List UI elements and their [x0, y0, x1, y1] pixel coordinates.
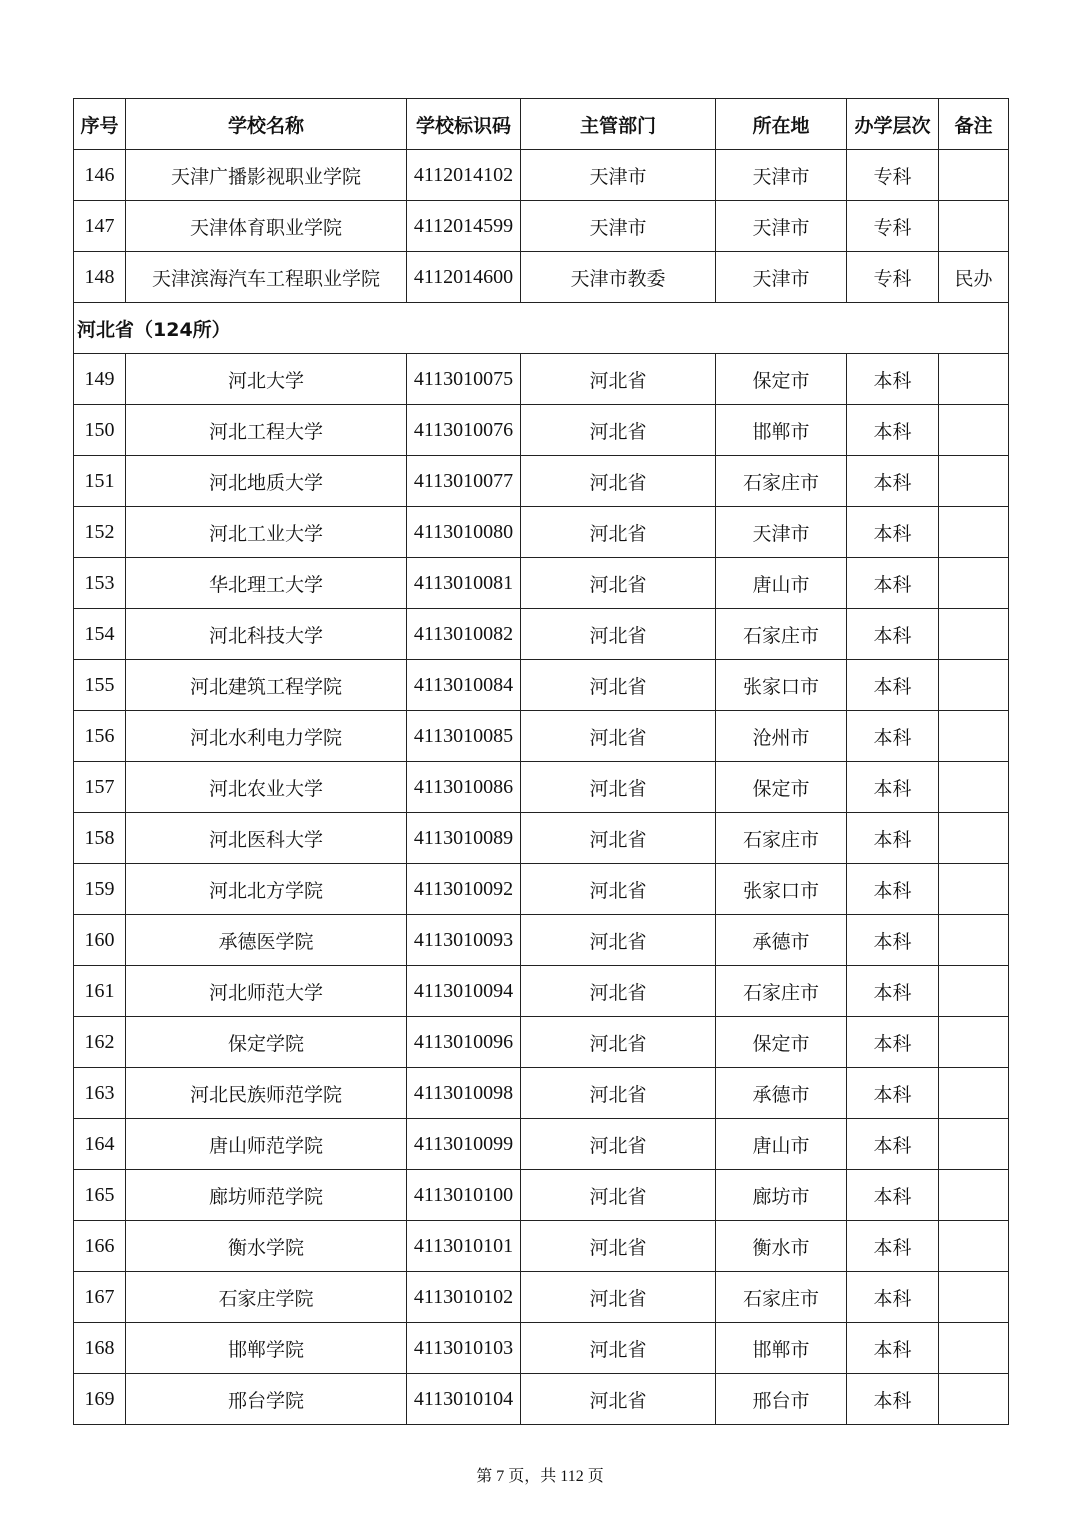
cell-note: [939, 405, 1009, 456]
table-row: [74, 609, 1009, 660]
cell-school-code: 4113010076: [407, 405, 521, 456]
header-level: 办学层次: [847, 99, 939, 150]
cell-seq: 152: [74, 507, 126, 558]
cell-location: 唐山市: [716, 1119, 847, 1170]
cell-department: 河北省: [521, 966, 716, 1017]
header-school-name: 学校名称: [126, 99, 407, 150]
cell-school-code: 4113010089: [407, 813, 521, 864]
cell-level: 本科: [847, 660, 939, 711]
cell-school-name: 河北医科大学: [126, 813, 407, 864]
cell-seq: 150: [74, 405, 126, 456]
table-row: [74, 252, 1009, 303]
cell-school-code: 4113010077: [407, 456, 521, 507]
cell-department: 天津市: [521, 201, 716, 252]
cell-department: 天津市教委: [521, 252, 716, 303]
table-row: [74, 1323, 1009, 1374]
cell-school-name: 河北师范大学: [126, 966, 407, 1017]
cell-level: 专科: [847, 150, 939, 201]
cell-note: [939, 711, 1009, 762]
cell-school-code: 4113010082: [407, 609, 521, 660]
cell-level: 本科: [847, 354, 939, 405]
cell-department: 河北省: [521, 660, 716, 711]
cell-school-code: 4112014102: [407, 150, 521, 201]
header-location: 所在地: [716, 99, 847, 150]
cell-department: 天津市: [521, 150, 716, 201]
table-row: [74, 507, 1009, 558]
cell-level: 本科: [847, 864, 939, 915]
cell-location: 沧州市: [716, 711, 847, 762]
cell-level: 本科: [847, 1272, 939, 1323]
table-row: [74, 1221, 1009, 1272]
cell-note: [939, 1323, 1009, 1374]
table-row: [74, 1272, 1009, 1323]
cell-school-code: 4113010081: [407, 558, 521, 609]
cell-school-name: 河北大学: [126, 354, 407, 405]
table-row: [74, 1170, 1009, 1221]
cell-note: [939, 150, 1009, 201]
cell-seq: 162: [74, 1017, 126, 1068]
cell-note: [939, 915, 1009, 966]
cell-level: 本科: [847, 1323, 939, 1374]
cell-note: [939, 660, 1009, 711]
cell-seq: 167: [74, 1272, 126, 1323]
cell-location: 天津市: [716, 252, 847, 303]
cell-school-code: 4113010084: [407, 660, 521, 711]
header-school-code: 学校标识码: [407, 99, 521, 150]
cell-school-name: 天津滨海汽车工程职业学院: [126, 252, 407, 303]
cell-note: [939, 1374, 1009, 1425]
cell-level: 本科: [847, 966, 939, 1017]
cell-seq: 149: [74, 354, 126, 405]
cell-department: 河北省: [521, 405, 716, 456]
table-row: [74, 864, 1009, 915]
cell-seq: 164: [74, 1119, 126, 1170]
cell-location: 石家庄市: [716, 813, 847, 864]
cell-school-code: 4113010096: [407, 1017, 521, 1068]
table-row: [74, 915, 1009, 966]
cell-note: [939, 558, 1009, 609]
cell-department: 河北省: [521, 1170, 716, 1221]
cell-note: [939, 456, 1009, 507]
page-footer: 第 7 页，共 112 页: [476, 1468, 604, 1485]
cell-level: 本科: [847, 1221, 939, 1272]
cell-level: 本科: [847, 405, 939, 456]
cell-seq: 160: [74, 915, 126, 966]
cell-school-name: 河北民族师范学院: [126, 1068, 407, 1119]
cell-school-name: 邯郸学院: [126, 1323, 407, 1374]
header-seq: 序号: [74, 99, 126, 150]
header-note: 备注: [939, 99, 1009, 150]
cell-school-code: 4113010093: [407, 915, 521, 966]
cell-school-name: 天津体育职业学院: [126, 201, 407, 252]
cell-level: 本科: [847, 507, 939, 558]
cell-school-code: 4113010102: [407, 1272, 521, 1323]
cell-seq: 157: [74, 762, 126, 813]
cell-school-code: 4113010092: [407, 864, 521, 915]
cell-seq: 154: [74, 609, 126, 660]
cell-school-name: 邢台学院: [126, 1374, 407, 1425]
cell-school-name: 河北科技大学: [126, 609, 407, 660]
cell-location: 邯郸市: [716, 1323, 847, 1374]
cell-school-name: 河北北方学院: [126, 864, 407, 915]
cell-department: 河北省: [521, 1017, 716, 1068]
table-row: [74, 201, 1009, 252]
cell-department: 河北省: [521, 864, 716, 915]
cell-note: [939, 507, 1009, 558]
cell-department: 河北省: [521, 354, 716, 405]
cell-level: 本科: [847, 558, 939, 609]
section-row: [74, 303, 1009, 354]
cell-location: 张家口市: [716, 660, 847, 711]
cell-school-name: 华北理工大学: [126, 558, 407, 609]
cell-level: 本科: [847, 762, 939, 813]
cell-note: 民办: [939, 252, 1009, 303]
table-row: [74, 1068, 1009, 1119]
cell-department: 河北省: [521, 915, 716, 966]
cell-location: 天津市: [716, 507, 847, 558]
universities-table: [73, 98, 1009, 1425]
cell-location: 张家口市: [716, 864, 847, 915]
cell-note: [939, 813, 1009, 864]
cell-school-code: 4113010094: [407, 966, 521, 1017]
cell-seq: 165: [74, 1170, 126, 1221]
table-row: [74, 660, 1009, 711]
cell-note: [939, 1017, 1009, 1068]
cell-school-name: 衡水学院: [126, 1221, 407, 1272]
cell-location: 石家庄市: [716, 609, 847, 660]
cell-school-name: 河北工程大学: [126, 405, 407, 456]
cell-location: 石家庄市: [716, 966, 847, 1017]
cell-department: 河北省: [521, 456, 716, 507]
table-row: [74, 456, 1009, 507]
cell-level: 本科: [847, 813, 939, 864]
table-row: [74, 966, 1009, 1017]
cell-note: [939, 1170, 1009, 1221]
cell-school-name: 河北水利电力学院: [126, 711, 407, 762]
cell-location: 石家庄市: [716, 1272, 847, 1323]
table-row: [74, 1119, 1009, 1170]
cell-location: 保定市: [716, 354, 847, 405]
cell-level: 本科: [847, 1374, 939, 1425]
cell-level: 本科: [847, 1170, 939, 1221]
cell-school-code: 4113010103: [407, 1323, 521, 1374]
cell-seq: 155: [74, 660, 126, 711]
cell-seq: 168: [74, 1323, 126, 1374]
cell-school-name: 保定学院: [126, 1017, 407, 1068]
cell-level: 本科: [847, 609, 939, 660]
table-row: [74, 150, 1009, 201]
cell-location: 邯郸市: [716, 405, 847, 456]
cell-location: 保定市: [716, 762, 847, 813]
cell-location: 保定市: [716, 1017, 847, 1068]
cell-note: [939, 1119, 1009, 1170]
cell-level: 本科: [847, 915, 939, 966]
cell-school-name: 河北农业大学: [126, 762, 407, 813]
cell-school-code: 4113010104: [407, 1374, 521, 1425]
cell-school-code: 4113010098: [407, 1068, 521, 1119]
cell-department: 河北省: [521, 1374, 716, 1425]
cell-level: 本科: [847, 711, 939, 762]
table-row: [74, 711, 1009, 762]
cell-department: 河北省: [521, 711, 716, 762]
cell-note: [939, 1221, 1009, 1272]
cell-school-name: 天津广播影视职业学院: [126, 150, 407, 201]
cell-level: 本科: [847, 1119, 939, 1170]
cell-location: 石家庄市: [716, 456, 847, 507]
cell-school-code: 4112014599: [407, 201, 521, 252]
section-hebei: [74, 303, 1009, 354]
cell-school-name: 承德医学院: [126, 915, 407, 966]
table-row: [74, 558, 1009, 609]
cell-school-code: 4113010099: [407, 1119, 521, 1170]
cell-location: 天津市: [716, 150, 847, 201]
cell-seq: 148: [74, 252, 126, 303]
cell-seq: 163: [74, 1068, 126, 1119]
cell-note: [939, 864, 1009, 915]
cell-school-code: 4113010101: [407, 1221, 521, 1272]
cell-seq: 169: [74, 1374, 126, 1425]
cell-seq: 156: [74, 711, 126, 762]
table-row: [74, 1017, 1009, 1068]
cell-department: 河北省: [521, 1068, 716, 1119]
cell-seq: 158: [74, 813, 126, 864]
cell-school-code: 4113010080: [407, 507, 521, 558]
cell-seq: 166: [74, 1221, 126, 1272]
cell-location: 承德市: [716, 1068, 847, 1119]
cell-location: 邢台市: [716, 1374, 847, 1425]
section-title: 河北省（124所）: [74, 303, 1009, 354]
cell-school-name: 石家庄学院: [126, 1272, 407, 1323]
cell-note: [939, 966, 1009, 1017]
cell-school-code: 4112014600: [407, 252, 521, 303]
cell-school-code: 4113010075: [407, 354, 521, 405]
cell-department: 河北省: [521, 1119, 716, 1170]
cell-department: 河北省: [521, 558, 716, 609]
cell-department: 河北省: [521, 813, 716, 864]
cell-level: 本科: [847, 456, 939, 507]
cell-school-name: 河北建筑工程学院: [126, 660, 407, 711]
table-body-hebei: [74, 354, 1009, 1425]
cell-level: 专科: [847, 252, 939, 303]
table-row: [74, 762, 1009, 813]
cell-level: 本科: [847, 1068, 939, 1119]
cell-school-code: 4113010100: [407, 1170, 521, 1221]
table-row: [74, 405, 1009, 456]
cell-school-name: 河北地质大学: [126, 456, 407, 507]
cell-location: 衡水市: [716, 1221, 847, 1272]
header-row: [74, 99, 1009, 150]
table-row: [74, 813, 1009, 864]
cell-seq: 146: [74, 150, 126, 201]
cell-school-code: 4113010086: [407, 762, 521, 813]
cell-seq: 153: [74, 558, 126, 609]
cell-department: 河北省: [521, 507, 716, 558]
cell-school-name: 廊坊师范学院: [126, 1170, 407, 1221]
table-row: [74, 354, 1009, 405]
cell-department: 河北省: [521, 1272, 716, 1323]
cell-note: [939, 1068, 1009, 1119]
cell-seq: 151: [74, 456, 126, 507]
cell-note: [939, 609, 1009, 660]
cell-level: 专科: [847, 201, 939, 252]
table-row: [74, 1374, 1009, 1425]
cell-seq: 161: [74, 966, 126, 1017]
cell-department: 河北省: [521, 762, 716, 813]
cell-location: 廊坊市: [716, 1170, 847, 1221]
cell-department: 河北省: [521, 609, 716, 660]
cell-note: [939, 1272, 1009, 1323]
cell-school-code: 4113010085: [407, 711, 521, 762]
cell-note: [939, 354, 1009, 405]
cell-seq: 159: [74, 864, 126, 915]
cell-location: 承德市: [716, 915, 847, 966]
cell-note: [939, 762, 1009, 813]
cell-location: 唐山市: [716, 558, 847, 609]
cell-level: 本科: [847, 1017, 939, 1068]
cell-department: 河北省: [521, 1323, 716, 1374]
cell-location: 天津市: [716, 201, 847, 252]
cell-note: [939, 201, 1009, 252]
header-department: 主管部门: [521, 99, 716, 150]
table-body-tianjin: [74, 150, 1009, 303]
cell-school-name: 河北工业大学: [126, 507, 407, 558]
cell-department: 河北省: [521, 1221, 716, 1272]
cell-school-name: 唐山师范学院: [126, 1119, 407, 1170]
cell-seq: 147: [74, 201, 126, 252]
